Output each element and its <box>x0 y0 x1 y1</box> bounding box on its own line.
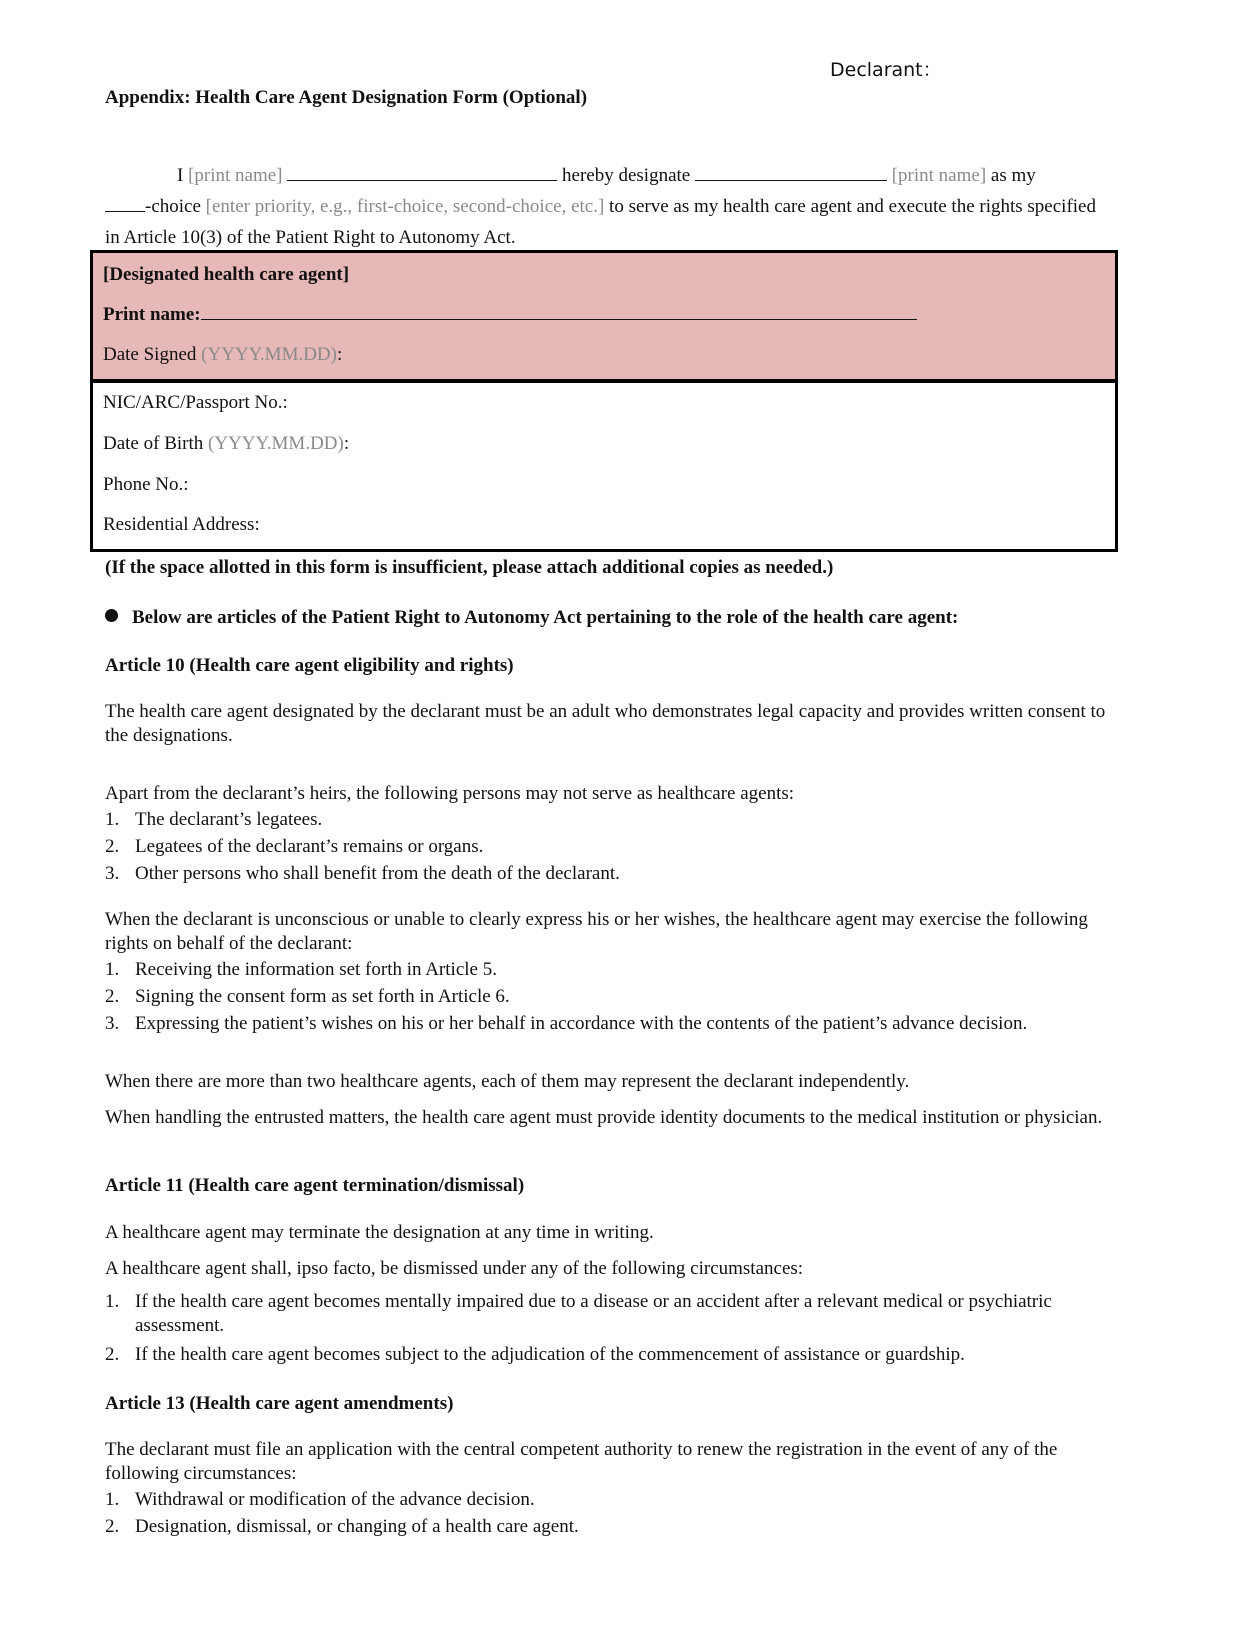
list-item: 1. The declarant’s legatees. <box>105 809 323 830</box>
article-10-heading: Article 10 (Health care agent eligibility and rights) <box>105 655 514 676</box>
article-11-p1: A healthcare agent may terminate the designation at any time in writing. <box>105 1222 654 1243</box>
list-item: 2. Legatees of the declarant’s remains or organs. <box>105 836 484 857</box>
article-10-p4: When there are more than two healthcare agents, each of them may represent the declarant independently. <box>105 1071 910 1092</box>
date-signed-label: Date Signed <box>103 344 197 365</box>
dob-row <box>103 432 349 457</box>
article-10-p5: When handling the entrusted matters, the health care agent must provide identity documents to the medical institution or physician. <box>105 1107 1103 1128</box>
space-note: (If the space allotted in this form is insufficient, please attach additional copies as needed.) <box>105 557 834 578</box>
list-item: 2. Designation, dismissal, or changing of a health care agent. <box>105 1516 579 1537</box>
article-13-p1: The declarant must file an application with the central competent authority to renew the registration in the event of any of the following circumstances: <box>105 1439 1058 1484</box>
agent-print-name-field[interactable] <box>201 303 917 320</box>
phone-label: Phone No.: <box>103 474 189 495</box>
as-my-text: as my <box>990 165 1036 186</box>
list-item: 3. Expressing the patient’s wishes on his or her behalf in accordance with the contents of the patient’s advance decision. <box>105 1013 1028 1034</box>
choice-text: -choice <box>145 196 201 217</box>
list-item: 1. Withdrawal or modification of the advance decision. <box>105 1489 535 1510</box>
print-name-hint-2: [print name] <box>891 165 987 186</box>
article-11-list <box>105 1290 1120 1368</box>
agent-signature-box <box>90 250 1118 382</box>
priority-blank[interactable] <box>105 193 145 212</box>
print-name-hint: [print name] <box>188 165 283 186</box>
article-13-heading: Article 13 (Health care agent amendments) <box>105 1393 454 1414</box>
designation-i: I <box>177 165 184 186</box>
article-10-p2: Apart from the declarant’s heirs, the following persons may not serve as healthcare agents: <box>105 783 795 804</box>
bullet-icon <box>105 609 118 622</box>
date-signed-row <box>103 343 342 368</box>
dob-format: (YYYY.MM.DD) <box>208 433 344 454</box>
agent-info-box <box>90 380 1118 552</box>
date-signed-format: (YYYY.MM.DD) <box>201 344 337 365</box>
list-item: 1. If the health care agent becomes mentally impaired due to a disease or an accident after a relevant medical or psychiatric assessment. <box>105 1291 1052 1336</box>
article-11-heading: Article 11 (Health care agent termination/dismissal) <box>105 1175 525 1196</box>
id-number-label: NIC/ARC/Passport No.: <box>103 392 288 413</box>
agent-print-name-row <box>103 303 917 328</box>
agent-name-blank[interactable] <box>695 162 887 181</box>
designation-rest: to serve as my health care agent and execute the rights specified in Article 10(3) of the Patient Right to Autonomy Act. <box>105 196 1096 248</box>
form-title: Appendix: Health Care Agent Designation Form (Optional) <box>105 87 588 108</box>
declarant-label: Declarant： <box>830 59 942 81</box>
article-10-p1: The health care agent designated by the declarant must be an adult who demonstrates legal capacity and provides written consent to the designations. <box>105 701 1106 746</box>
article-10-p3: When the declarant is unconscious or unable to clearly express his or her wishes, the healthcare agent may exercise the following rights on behalf of the declarant: <box>105 909 1088 954</box>
agent-box-heading: [Designated health care agent] <box>103 264 350 285</box>
article-11-p2: A healthcare agent shall, ipso facto, be dismissed under any of the following circumstances: <box>105 1258 804 1279</box>
list-item: 1. Receiving the information set forth in Article 5. <box>105 959 497 980</box>
agent-print-name-label: Print name: <box>103 304 201 325</box>
hereby-text: hereby designate <box>562 165 691 186</box>
designation-statement <box>105 160 1115 253</box>
article-10-list-2 <box>105 956 1120 1037</box>
list-item: 2. If the health care agent becomes subject to the adjudication of the commencement of assistance or guardship. <box>105 1344 965 1365</box>
priority-hint: [enter priority, e.g., first-choice, second-choice, etc.] <box>205 196 605 217</box>
dob-colon: : <box>343 433 350 454</box>
article-10-list-1 <box>105 806 1120 887</box>
date-signed-colon: : <box>336 344 343 365</box>
declarant-name-blank[interactable] <box>287 162 557 181</box>
articles-bullet <box>105 606 958 631</box>
dob-label: Date of Birth <box>103 433 204 454</box>
list-item: 3. Other persons who shall benefit from the death of the declarant. <box>105 863 620 884</box>
address-label: Residential Address: <box>103 514 260 535</box>
articles-bullet-text: Below are articles of the Patient Right to Autonomy Act pertaining to the role of the health care agent: <box>132 607 959 628</box>
list-item: 2. Signing the consent form as set forth in Article 6. <box>105 986 510 1007</box>
article-13-list <box>105 1486 1120 1540</box>
